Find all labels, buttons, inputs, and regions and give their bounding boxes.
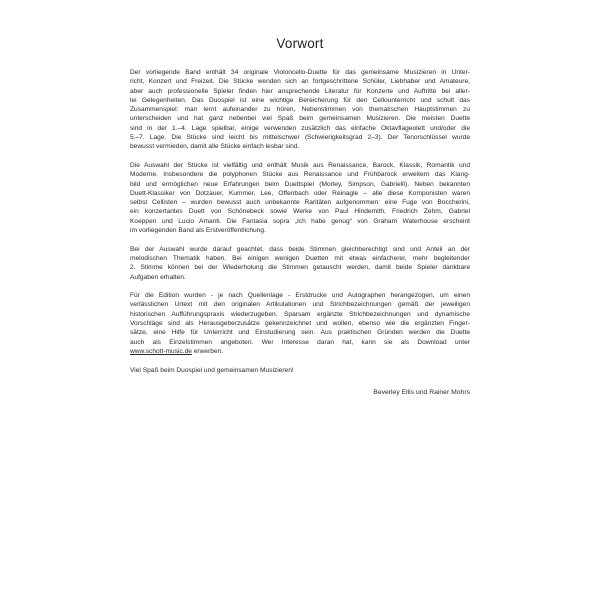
paragraph bbox=[130, 366, 470, 375]
text-line: lei Gelegenheiten. Das Duospiel ist eine wichtige Bereicherung für den Cellounterricht und schult das bbox=[130, 96, 470, 104]
text-line: sätze, eine Hilfe für Unterricht und Einstudierung sein. Aus praktischen Gründen werden die Duette bbox=[130, 329, 470, 337]
text-line: aber auch professionelle Spieler finden hier ansprechende Literatur für Konzerte und Auftritte bei aller- bbox=[130, 87, 470, 95]
text-line: richt, Konzert und Freizeit. Die Stücke wenden sich an fortgeschrittene Schüler, Liebhaber und Amateure, bbox=[130, 78, 470, 86]
text-line: bild und ermöglichen neue Erfahrungen beim Duettspiel (Morley, Simpson, Gabrielli). Neben bekannten bbox=[130, 180, 470, 188]
text-line: 5.–7. Lage. Die Stücke sind leicht bis mittelschwer (Schwierigkeitsgrad 2–3). Der Tenorschlüssel wurde bbox=[130, 134, 470, 142]
text-line: Aufgaben erhalten. bbox=[130, 273, 186, 281]
text-line: 2. Stimme können bei der Wiederholung die Stimmen getauscht werden, damit beide Spieler dankbare bbox=[130, 264, 470, 272]
text-line: Die Auswahl der Stücke ist vielfältig und enthält Musik aus Renaissance, Barock, Klassik, Romantik und bbox=[130, 161, 470, 169]
text-line: sind in der 1.–4. Lage spielbar, einige verwenden zusätzlich das einfache Oktavflageolett und/oder die bbox=[130, 124, 470, 132]
paragraph bbox=[130, 68, 470, 152]
signature: Beverley Ellis und Rainer Mohrs bbox=[373, 389, 470, 396]
link-suffix: erwerben. bbox=[191, 347, 224, 355]
text-line: Vorschläge sind als Herausgeberzusätze gekennzeichnet und wollen, ebenso wie die ergänzten Finger- bbox=[130, 320, 470, 328]
paragraph bbox=[130, 161, 470, 235]
text-line: Duett-Klassiker von Dotzauer, Kummer, Lee, Offenbach oder Reinagle – alle diese Komponisten waren bbox=[130, 189, 470, 197]
text-line: im vorliegenden Band als Erstveröffentlichung. bbox=[130, 227, 266, 235]
text-line: Bei der Auswahl wurde darauf geachtet, dass beide Stimmen gleichberechtigt sind und Anteil an der bbox=[130, 245, 470, 253]
text-line: ein konzertantes Duett von Schönebeck sowie Werke von Paul Hindemith, Friedrich Zehm, Gabriel bbox=[130, 208, 470, 216]
text-line: Für die Edition wurden - je nach Quellenlage - Erstdrucke und Autographen herangezogen, um einen bbox=[130, 292, 470, 300]
website-link[interactable]: www.schott-music.de bbox=[130, 347, 192, 355]
text-line: melodischen Thematik haben. Bei einigen wenigen Duetten mit etwas einfacherer, mehr begleitender bbox=[130, 254, 470, 262]
text-line: Zusammenspiel: man lernt aufeinander zu hören, Nebenstimmen von thematischen Hauptstimmen zu bbox=[130, 106, 470, 114]
text-line bbox=[130, 347, 470, 356]
text-line: Viel Spaß beim Duospiel und gemeinsamen Musizieren! bbox=[130, 366, 294, 374]
text-line: auch als Einzelstimmen angeboten. Wer Interesse daran hat, kann sie als Download unter bbox=[130, 338, 470, 346]
text-line: unterscheiden und hat ganz nebenbei viel Spaß beim gemeinsamen Musizieren. Die meisten Duette bbox=[130, 115, 470, 123]
text-line: Koeppen und Lucio Amanti. Die Fantasia sopra „Ich habe genug“ von Graham Waterhouse erscheint bbox=[130, 217, 470, 225]
paragraph bbox=[130, 245, 470, 282]
text-line: bewusst vermieden, damit alle Stücke einfach lesbar sind. bbox=[130, 143, 300, 151]
text-line: historischen Aufführungspraxis wiederzugeben. Sparsam ergänzte Strichbezeichnungen und dynamische bbox=[130, 310, 470, 318]
page-title: Vorwort bbox=[276, 36, 324, 51]
text-line: selbst Cellisten – wurden bewusst auch unbekannte Raritäten aufgenommen: eine Fuge von Boccherini, bbox=[130, 199, 470, 207]
text-line: Moderne. Insbesondere die polyphonen Stücke aus Renaissance und Frühbarock erweitern das Klang- bbox=[130, 171, 470, 179]
paragraph bbox=[130, 291, 470, 356]
text-line: Der vorliegende Band enthält 34 originale Violoncello-Duette für das gemeinsame Musizieren in Unter- bbox=[130, 69, 470, 76]
text-line: verlässlichen Urtext mit den originalen Artikulationen und Strichbezeichnungen gemäß der jeweiligen bbox=[130, 301, 470, 309]
preface-body bbox=[130, 68, 470, 384]
